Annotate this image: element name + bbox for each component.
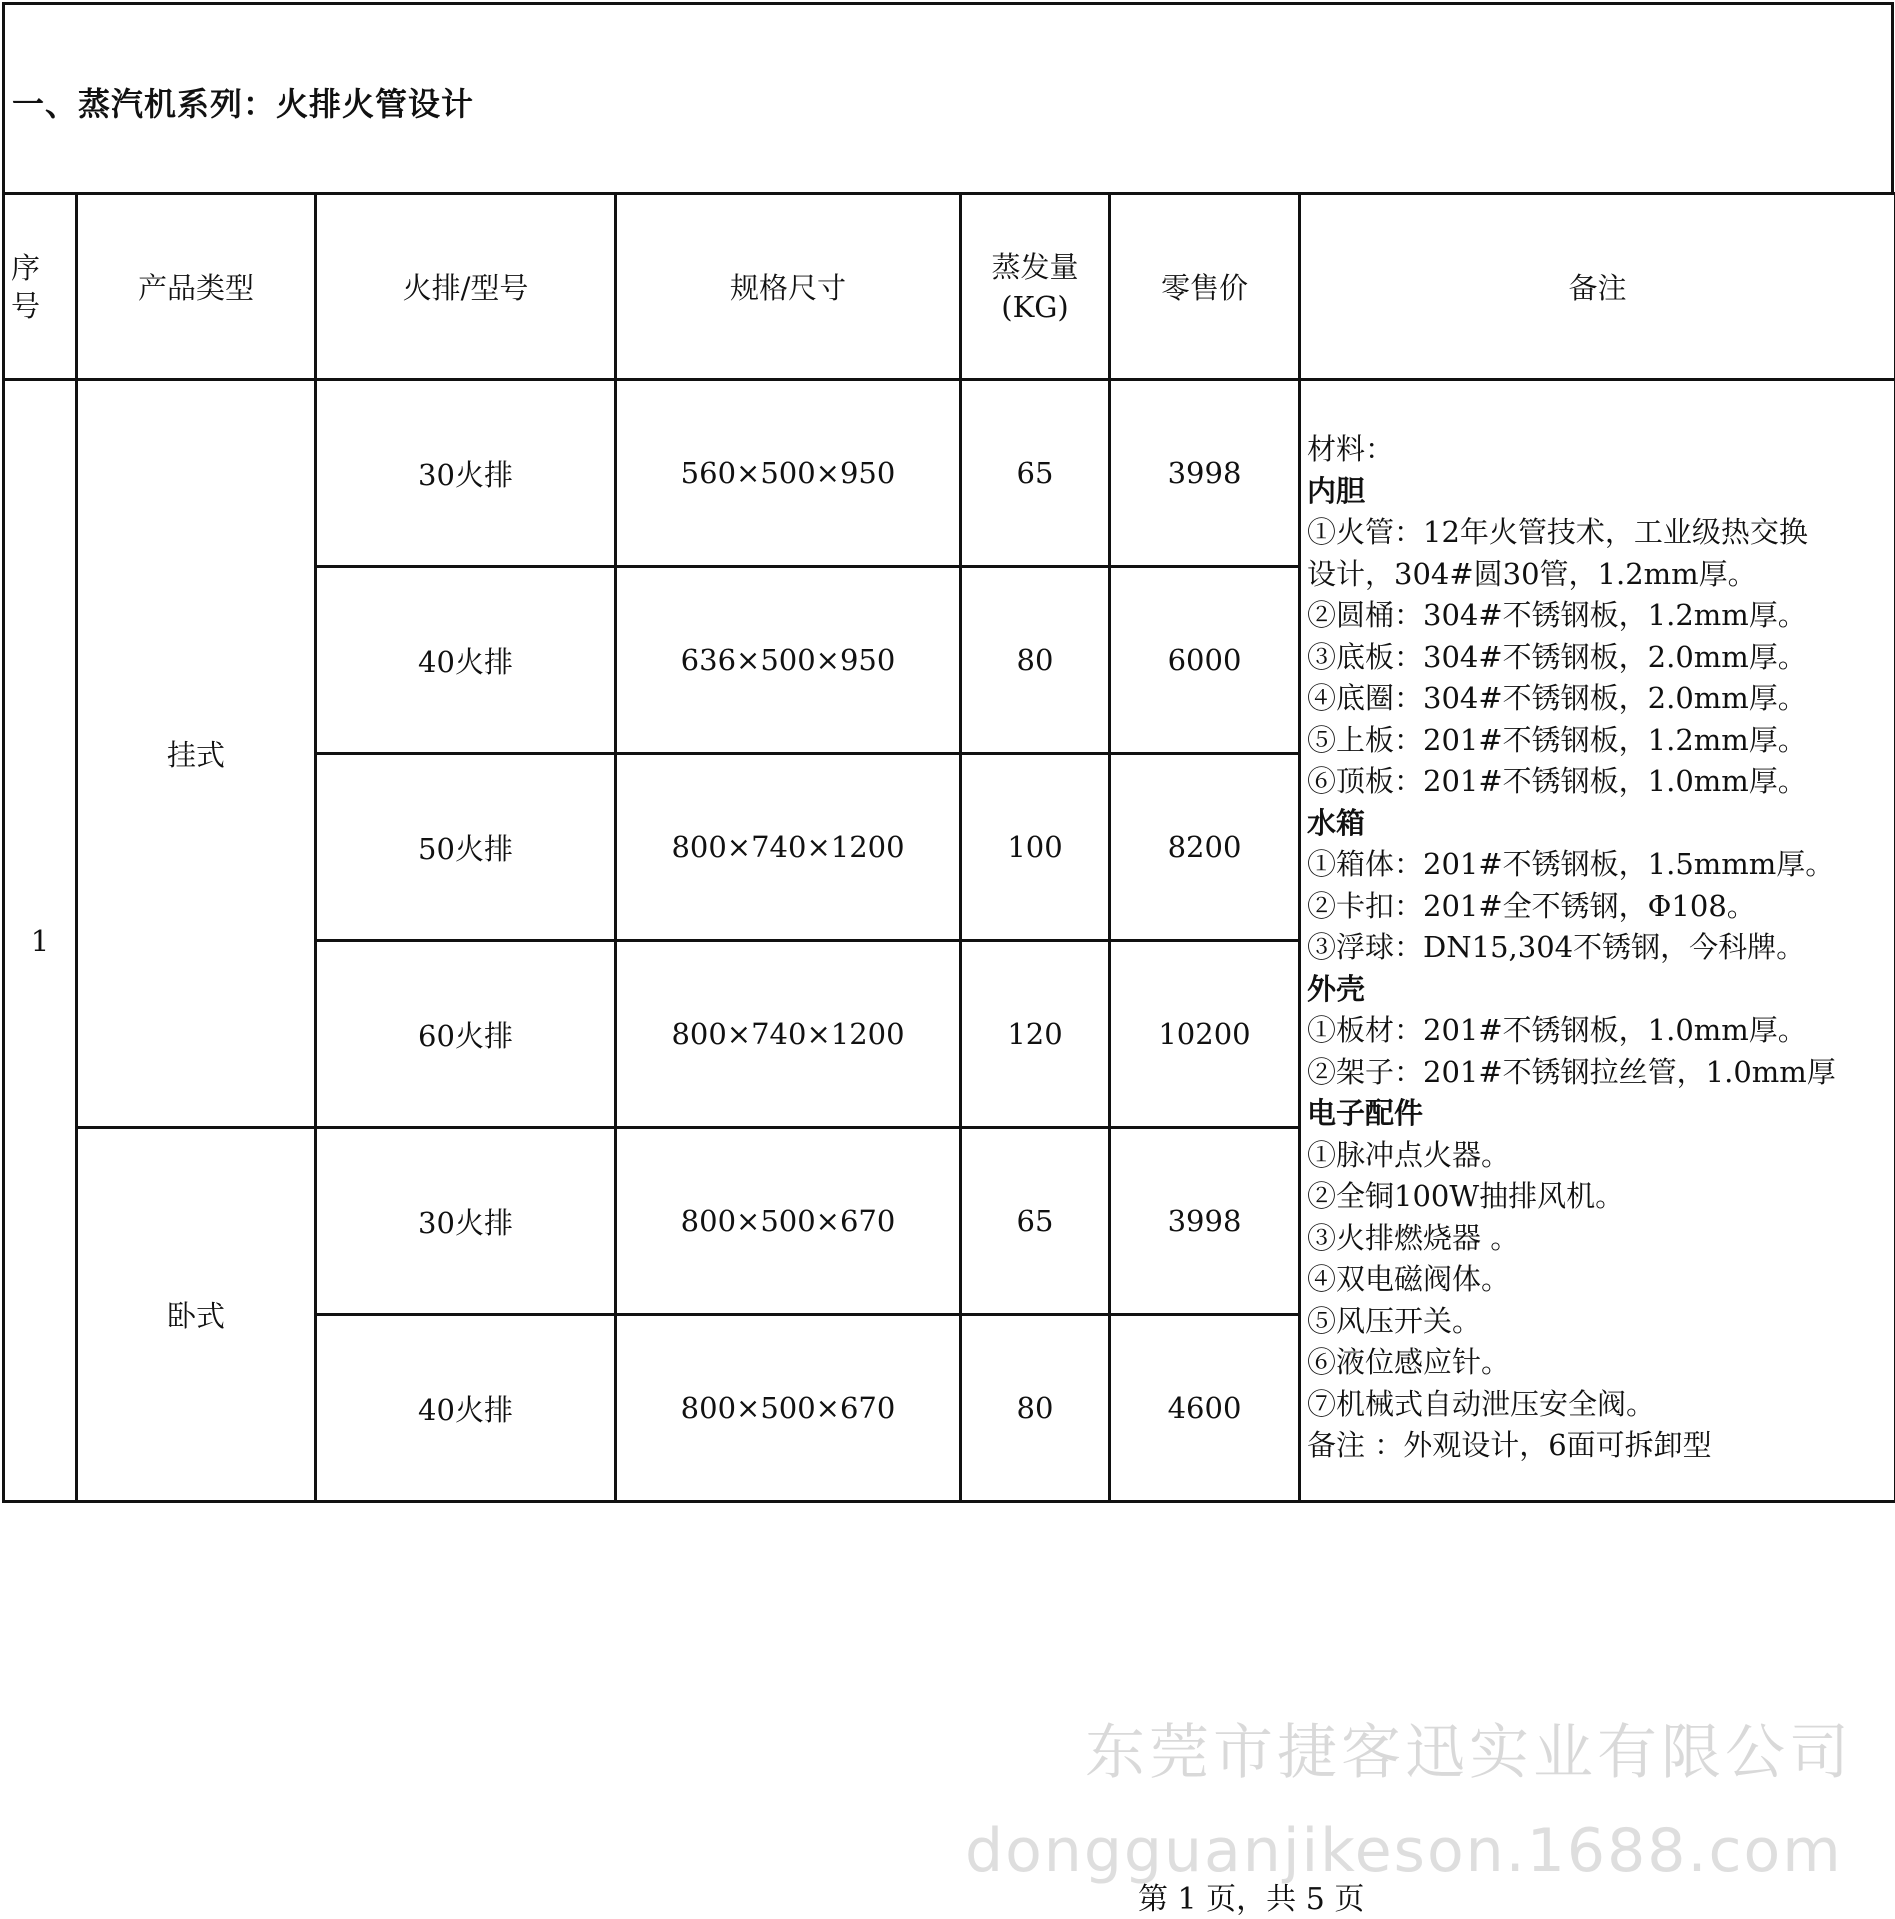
notes-line: ②架子：201#不锈钢拉丝管，1.0mm厚 [1307, 1054, 1836, 1089]
notes-line: 材料： [1307, 432, 1395, 466]
size-cell: 800×500×670 [616, 1315, 961, 1502]
notes-line: ①脉冲点火器。 [1307, 1137, 1511, 1172]
header-type: 产品类型 [77, 194, 316, 380]
price-sheet [2, 2, 1894, 1526]
notes-section-heading: 水箱 [1307, 805, 1366, 840]
evap-cell: 100 [961, 754, 1110, 941]
notes-line: ②卡扣：201#全不锈钢，Φ108。 [1307, 888, 1756, 923]
size-cell: 800×740×1200 [616, 754, 961, 941]
price-cell: 3998 [1110, 1128, 1300, 1315]
notes-line: ③底板：304#不锈钢板，2.0mm厚。 [1307, 639, 1807, 674]
size-cell: 800×500×670 [616, 1128, 961, 1315]
evap-cell: 120 [961, 941, 1110, 1128]
header-model: 火排/型号 [316, 194, 616, 380]
notes-line: ④双电磁阀体。 [1307, 1262, 1511, 1296]
notes-line: ②全铜100W抽排风机。 [1307, 1179, 1625, 1213]
size-cell: 800×740×1200 [616, 941, 961, 1128]
notes-line: ④底圈：304#不锈钢板，2.0mm厚。 [1307, 681, 1807, 715]
model-cell: 50火排 [316, 754, 616, 941]
price-cell: 4600 [1110, 1315, 1300, 1502]
price-cell: 10200 [1110, 941, 1300, 1128]
price-cell: 6000 [1110, 567, 1300, 754]
notes-line: ⑥液位感应针。 [1307, 1345, 1511, 1379]
model-cell: 30火排 [316, 1128, 616, 1315]
notes-line: ⑤风压开关。 [1307, 1303, 1482, 1338]
header-row [4, 194, 1895, 380]
notes-line: ①火管：12年火管技术，工业级热交换 [1307, 515, 1808, 549]
price-table [2, 192, 1895, 1503]
type-cell: 挂式 [77, 380, 316, 1128]
page-footer: 第 1 页，共 5 页 [1138, 1882, 1365, 1917]
header-price: 零售价 [1110, 194, 1300, 380]
model-cell: 40火排 [316, 1315, 616, 1502]
notes-line: ③火排燃烧器 。 [1307, 1220, 1520, 1255]
notes-section-heading: 外壳 [1307, 971, 1366, 1006]
notes-line: ⑦机械式自动泄压安全阀。 [1307, 1386, 1656, 1421]
evap-cell: 80 [961, 567, 1110, 754]
notes-line: 备注 ：外观设计，6面可拆卸型 [1307, 1428, 1712, 1462]
model-cell: 40火排 [316, 567, 616, 754]
notes-section-heading: 电子配件 [1307, 1096, 1424, 1130]
notes-line: 设计，304#圆30管，1.2mm厚。 [1307, 556, 1757, 591]
evap-cell: 80 [961, 1315, 1110, 1502]
notes-line: ②圆桶：304#不锈钢板，1.2mm厚。 [1307, 598, 1807, 632]
evap-cell: 65 [961, 380, 1110, 567]
sheet-title: 一、蒸汽机系列：火排火管设计 [12, 85, 475, 123]
notes-line: ①箱体：201#不锈钢板，1.5mmm厚。 [1307, 847, 1835, 881]
model-cell: 60火排 [316, 941, 616, 1128]
notes-section-heading: 内胆 [1307, 473, 1366, 508]
watermark-company: 东莞市捷客迅实业有限公司 [1085, 1718, 1853, 1788]
evap-cell: 65 [961, 1128, 1110, 1315]
seq-cell: 1 [4, 380, 77, 1502]
notes-cell [1300, 380, 1895, 1502]
table-row [4, 380, 1895, 567]
header-evaporation: 蒸发量 (KG) [961, 194, 1110, 380]
size-cell: 560×500×950 [616, 380, 961, 567]
model-cell: 30火排 [316, 380, 616, 567]
header-seq: 序号 [4, 194, 77, 380]
size-cell: 636×500×950 [616, 567, 961, 754]
notes-line: ①板材：201#不锈钢板，1.0mm厚。 [1307, 1013, 1807, 1047]
type-cell: 卧式 [77, 1128, 316, 1502]
notes-line: ③浮球：DN15,304不锈钢，今科牌。 [1307, 930, 1806, 964]
price-cell: 8200 [1110, 754, 1300, 941]
watermark-url: dongguanjikeson.1688.com [965, 1816, 1843, 1886]
header-size: 规格尺寸 [616, 194, 961, 380]
notes-line: ⑥顶板：201#不锈钢板，1.0mm厚。 [1307, 764, 1807, 798]
title-box [2, 2, 1894, 193]
notes-line: ⑤上板：201#不锈钢板，1.2mm厚。 [1307, 722, 1807, 757]
header-notes: 备注 [1300, 194, 1895, 380]
price-cell: 3998 [1110, 380, 1300, 567]
